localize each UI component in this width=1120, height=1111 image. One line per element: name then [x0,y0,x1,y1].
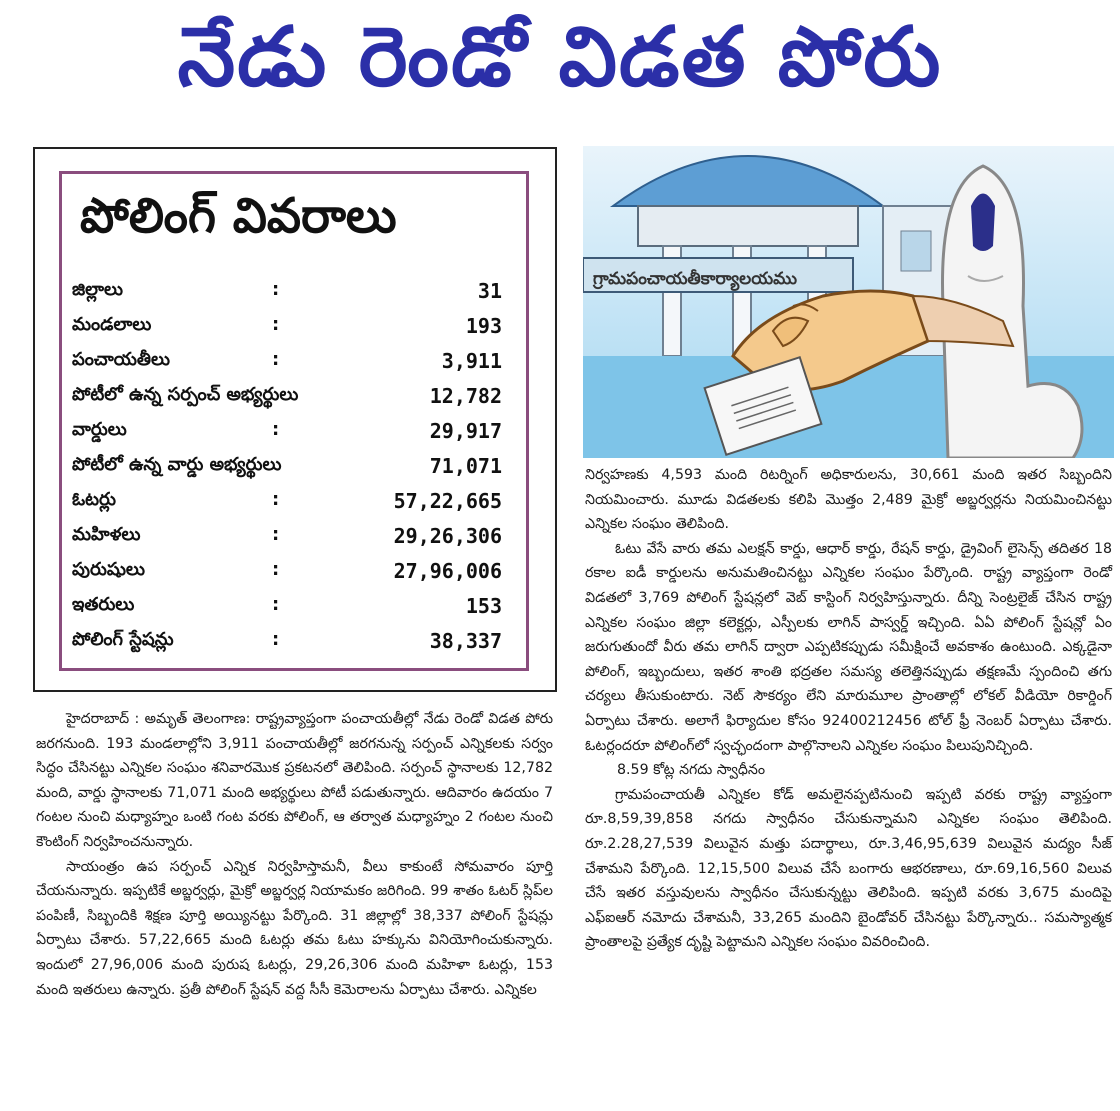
row-value: 12,782 [429,384,502,408]
row-value: 153 [465,594,502,618]
row-label: పోలింగ్ స్టేషన్లు [72,629,174,650]
row-separator: : [272,349,280,370]
table-row [72,519,502,554]
table-row [72,554,502,589]
polling-details-title: పోలింగ్ వివరాలు [80,188,397,244]
table-row [72,379,502,414]
article-right-column [585,463,1112,955]
row-label: పోటీలో ఉన్న సర్పంచ్ అభ్యర్థులు [72,384,299,405]
row-label: పురుషులు [72,559,145,580]
row-label: వార్డులు [72,419,127,440]
row-separator: : [272,629,280,650]
article-paragraph: ఓటు వేసే వారు తమ ఎలక్షన్ కార్డు, ఆధార్ కార్డు, రేషన్ కార్డు, డ్రైవింగ్ లైసెన్స్ తదితర 18 రకాల ఐడీ కార్డులను అనుమతించినట్టు ఎన్నికల సంఘం పేర్కొంది. రాష్ట్ర వ్యాప్తంగా రెండో విడతలో 3,769 పోలింగ్ స్టేషన్లలో వెబ్ కాస్టింగ్ నిర్వహిస్తున్నారు. దీన్ని సెంట్రలైజ్ చేసిన రాష్ట్ర ఎన్నికల సంఘం జిల్లా కలెక్టర్లు, ఎస్పీలకు లాగిన్ పాస్వర్డ్ ఇచ్చింది. ఏఏ పోలింగ్ స్టేషన్లో ఏం జరుగుతుందో వీరు తమ లాగిన్ ద్వారా ఎప్పటికప్పుడు సమీక్షించే అవకాశం ఉంటుంది. ఎక్కడైనా పోలింగ్, ఇబ్బందులు, ఇతర శాంతి భద్రతల సమస్య తలెత్తినప్పుడు తక్షణమే స్పందించి తగు చర్యలు తీసుకుంటారు. నెట్ సౌకర్యం లేని మారుమూల ప్రాంతాల్లో లోకల్ వీడియో రికార్డింగ్ ఏర్పాటు చేశారు. అలాగే ఫిర్యాదుల కోసం 92400212456 టోల్ ఫ్రీ నెంబర్ ఏర్పాటు చేశారు. ఓటర్లందరూ పోలింగ్‌లో స్వచ్ఛందంగా పాల్గొనాలని ఎన్నికల సంఘం పిలుపునిచ్చింది. [585,540,1112,754]
row-value: 29,26,306 [393,524,502,548]
row-separator: : [272,559,280,580]
polling-details-rows [72,274,502,659]
row-value: 27,96,006 [393,559,502,583]
headline: నేడు రెండో విడత పోరు [177,10,943,105]
row-label: ఓటర్లు [72,489,116,510]
row-separator: : [272,489,280,510]
article-paragraph: గ్రామపంచాయతీ ఎన్నికల కోడ్ అమలైనప్పటినుంచి ఇప్పటి వరకు రాష్ట్ర వ్యాప్తంగా రూ.8,59,39,858 నగదు స్వాధీనం చేసుకున్నామని ఎన్నికల సంఘం తెలిపింది. రూ.2.28,27,539 విలువైన మత్తు పదార్థాలు, రూ.3,46,95,639 విలువైన మద్యం సీజ్ చేశామని పేర్కొంది. 12,15,500 విలువ చేసే బంగారు ఆభరణాలు, రూ.69,16,560 విలువ చేసే ఇతర వస్తువులను స్వాధీనం చేసుకున్నట్టు తెలిపింది. ఇప్పటి వరకు 3,675 మందిపై ఎఫ్ఐఆర్ నమోదు చేశామనీ, 33,265 మందిని బైండోవర్ చేసినట్టు పేర్కొన్నారు.. సమస్యాత్మక ప్రాంతాలపై ప్రత్యేక దృష్టి పెట్టామని ఎన్నికల సంఘం వివరించింది. [585,786,1112,951]
table-row [72,274,502,309]
article-left-column [36,707,553,1002]
article-paragraph: సాయంత్రం ఉప సర్పంచ్ ఎన్నిక నిర్వహిస్తామనీ, వీలు కాకుంటే సోమవారం పూర్తి చేయనున్నారు. ఇప్పటికే అబ్జర్వర్లు, మైక్రో అబ్జర్వర్ల నియామకం జరిగింది. 99 శాతం ఓటర్ స్లిప్‌ల పంపిణీ, సిబ్బందికి శిక్షణ పూర్తి అయ్యినట్టు పేర్కొంది. 31 జిల్లాల్లో 38,337 పోలింగ్ స్టేషన్లు ఏర్పాటు చేశారు. 57,22,665 మంది ఓటర్లు తమ ఓటు హక్కును వినియోగించుకున్నారు. ఇందులో 27,96,006 మంది పురుష ఓటర్లు, 29,26,306 మంది మహిళా ఓటర్లు, 153 మంది ఇతరులు ఉన్నారు. ప్రతీ పోలింగ్ స్టేషన్ వద్ద సీసీ కెమెరాలను ఏర్పాటు చేశారు. ఎన్నికల [36,858,553,998]
row-separator: : [272,594,280,615]
table-row [72,589,502,624]
row-value: 38,337 [429,629,502,653]
voting-illustration-svg [583,146,1114,458]
row-label: మహిళలు [72,524,141,545]
row-value: 193 [465,314,502,338]
row-value: 31 [477,279,502,303]
article-paragraph: నిర్వహణకు 4,593 మంది రిటర్నింగ్ అధికారులను, 30,661 మంది ఇతర సిబ్బందిని నియమించారు. మూడు విడతలకు కలిపి మొత్తం 2,489 మైక్రో అబ్జర్వర్లను నియమించినట్టు ఎన్నికల సంఘం తెలిపింది. [585,467,1112,533]
row-label: పోటీలో ఉన్న వార్డు అభ్యర్థులు [72,454,282,475]
polling-details-panel [59,171,529,671]
row-value: 57,22,665 [393,489,502,513]
row-value: 29,917 [429,419,502,443]
article-subheading: 8.59 కోట్ల నగదు స్వాధీనం [617,762,766,779]
row-label: మండలాలు [72,314,152,335]
table-row [72,344,502,379]
row-label: జిల్లాలు [72,279,123,300]
row-value: 3,911 [441,349,502,373]
table-row [72,309,502,344]
row-value: 71,071 [429,454,502,478]
table-row [72,414,502,449]
table-row [72,624,502,659]
row-separator: : [272,524,280,545]
row-label: ఇతరులు [72,594,135,615]
office-sign-text: గ్రామపంచాయతీకార్యాలయము [593,269,797,289]
table-row [72,449,502,484]
row-separator: : [272,314,280,335]
table-row [72,484,502,519]
row-separator: : [272,419,280,440]
voting-illustration [583,146,1114,458]
row-label: పంచాయతీలు [72,349,170,370]
polling-details-box [33,147,557,692]
article-paragraph: హైదరాబాద్ : అమృత్ తెలంగాణ: రాష్ట్రవ్యాప్తంగా పంచాయతీల్లో నేడు రెండో విడత పోరు జరగనుంది. 193 మండలాల్లోని 3,911 పంచాయతీల్లో జరగనున్న సర్పంచ్ ఎన్నికలకు సర్వం సిద్ధం చేసినట్టు ఎన్నికల సంఘం శనివారమొక ప్రకటనలో తెలిపింది. సర్పంచ్ స్థానాలకు 12,782 మంది, వార్డు స్థానాలకు 71,071 మంది అభ్యర్థులు పోటీ పడుతున్నారు. ఆదివారం ఉదయం 7 గంటల నుంచి మధ్యాహ్నం ఒంటి గంట వరకు పోలింగ్, ఆ తర్వాత మధ్యాహ్నం 2 గంటల నుంచి కౌంటింగ్ నిర్వహించనున్నారు. [36,711,553,850]
row-separator: : [272,279,280,300]
